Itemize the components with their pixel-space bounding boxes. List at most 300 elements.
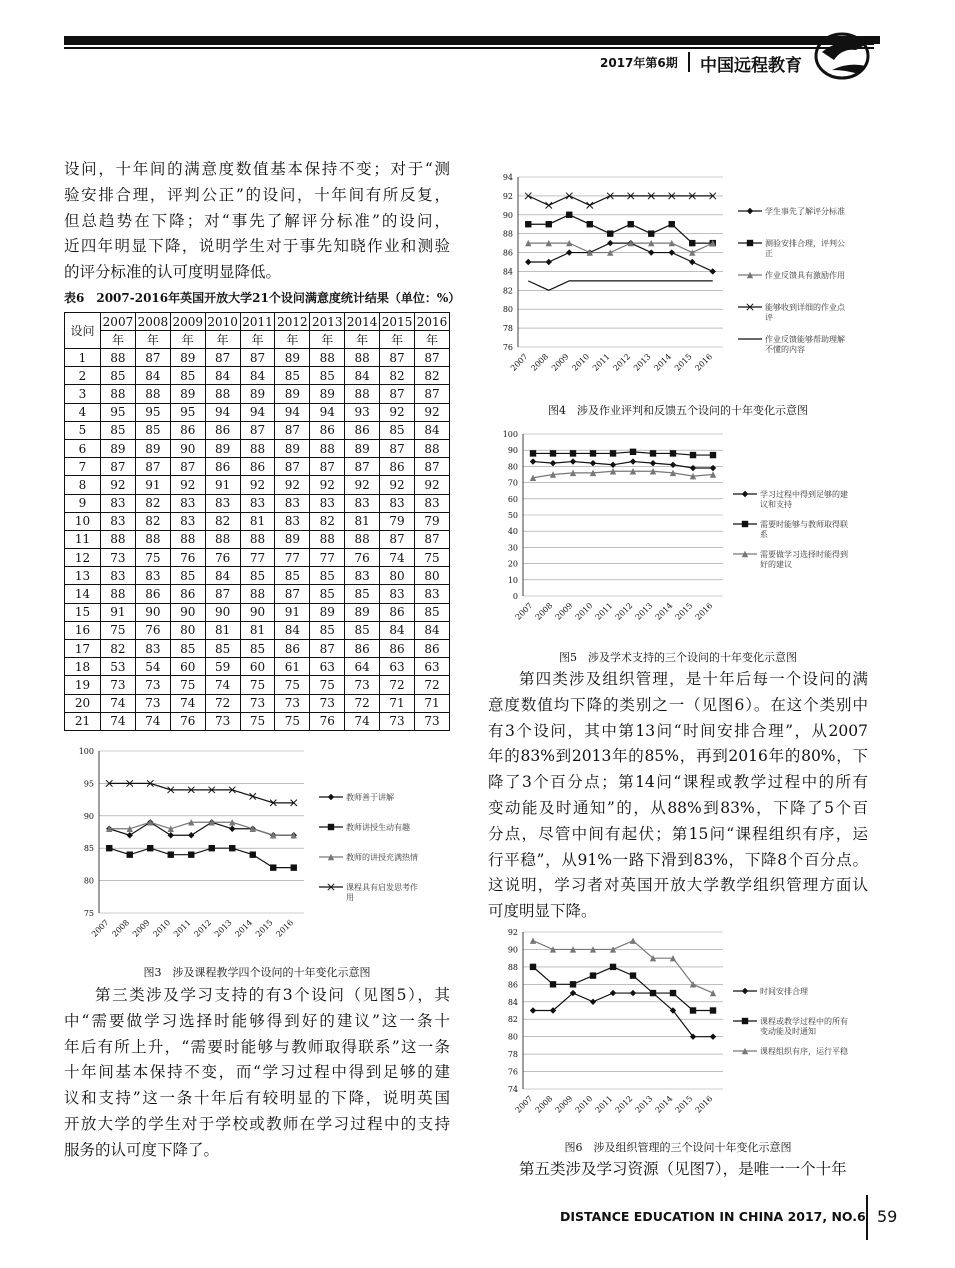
- table-row: [65, 621, 450, 639]
- y-tick-label: 78: [502, 324, 513, 334]
- value-cell: 73: [310, 694, 345, 712]
- data-point: [250, 851, 256, 857]
- text-line: 议和支持”这一条十年后有较明显的下降，说明英国: [64, 1089, 450, 1108]
- value-cell: 87: [240, 349, 275, 367]
- legend-label: [765, 206, 845, 216]
- y-tick-label: 88: [507, 962, 518, 972]
- value-cell: 94: [240, 403, 275, 421]
- data-point: [270, 864, 276, 870]
- value-cell: 59: [205, 658, 240, 676]
- value-cell: 88: [101, 349, 136, 367]
- text-line: 中“需要做学习选择时能够得到好的建议”这一条十: [64, 1011, 450, 1030]
- value-cell: 73: [101, 549, 136, 567]
- value-cell: 83: [170, 494, 205, 512]
- data-point: [648, 230, 654, 236]
- x-tick-label: 2007: [513, 601, 535, 622]
- value-cell: 73: [135, 694, 170, 712]
- text-line: 开放大学的学生对于学校或教师在学习过程中的支持: [64, 1114, 450, 1133]
- data-point: [570, 458, 576, 464]
- x-tick-label: 2014: [233, 918, 255, 939]
- journal-logo-icon: [812, 30, 882, 82]
- series-line: [528, 243, 713, 252]
- value-cell: 75: [240, 712, 275, 730]
- y-tick-label: 90: [83, 811, 94, 821]
- value-cell: 72: [205, 694, 240, 712]
- x-tick-label: 2016: [274, 918, 296, 939]
- value-cell: 84: [380, 621, 415, 639]
- value-cell: 74: [101, 712, 136, 730]
- y-tick-label: 82: [507, 1015, 518, 1025]
- x-tick-label: 2009: [549, 352, 571, 373]
- data-point: [530, 458, 536, 464]
- data-point: [628, 221, 634, 227]
- question-number-cell: 2: [65, 367, 101, 385]
- value-cell: 89: [101, 439, 136, 457]
- fig6-caption: 图6 涉及组织管理的三个设问十年变化示意图: [564, 1141, 792, 1154]
- value-cell: 77: [275, 549, 310, 567]
- value-cell: 89: [170, 349, 205, 367]
- question-number-cell: 17: [65, 640, 101, 658]
- legend-label-line: 用: [346, 893, 354, 902]
- y-tick-label: 0: [512, 592, 518, 601]
- value-cell: 93: [345, 403, 380, 421]
- x-tick-label: 2015: [673, 601, 695, 622]
- value-cell: 73: [135, 676, 170, 694]
- data-point: [566, 249, 572, 255]
- value-cell: 85: [170, 640, 205, 658]
- value-cell: 82: [415, 367, 450, 385]
- value-cell: 92: [345, 476, 380, 494]
- legend-label-line: 测验安排合理，评判公: [765, 239, 845, 248]
- value-cell: 88: [135, 385, 170, 403]
- value-cell: 92: [101, 476, 136, 494]
- value-cell: 74: [345, 712, 380, 730]
- value-cell: 86: [205, 421, 240, 439]
- value-cell: 87: [380, 439, 415, 457]
- value-cell: 95: [170, 403, 205, 421]
- data-point: [630, 458, 636, 464]
- value-cell: 84: [205, 367, 240, 385]
- text-line: 但总趋势在下降；对“事先了解评分标准”的设问，: [64, 211, 450, 230]
- x-tick-label: 2013: [212, 918, 234, 939]
- x-tick-label: 2016: [693, 352, 715, 373]
- value-cell: 74: [380, 549, 415, 567]
- value-cell: 94: [275, 403, 310, 421]
- header-rule: [64, 47, 874, 49]
- value-cell: 89: [310, 603, 345, 621]
- year-unit: 年: [135, 331, 170, 349]
- value-cell: 77: [240, 549, 275, 567]
- year-unit: 年: [275, 331, 310, 349]
- value-cell: 80: [170, 621, 205, 639]
- fig5-caption: 图5 涉及学术支持的三个设问的十年变化示意图: [559, 651, 797, 664]
- data-point: [670, 990, 676, 996]
- fig4-caption: 图4 涉及作业评判和反馈五个设问的十年变化示意图: [548, 404, 808, 417]
- value-cell: 81: [345, 512, 380, 530]
- value-cell: 81: [240, 512, 275, 530]
- value-cell: 84: [345, 367, 380, 385]
- satisfaction-table: [64, 312, 450, 731]
- value-cell: 85: [205, 640, 240, 658]
- value-cell: 87: [380, 530, 415, 548]
- value-cell: 88: [240, 439, 275, 457]
- legend-label: [760, 549, 848, 569]
- data-point: [590, 450, 596, 456]
- question-number-cell: 11: [65, 530, 101, 548]
- value-cell: 88: [135, 530, 170, 548]
- question-number-cell: 19: [65, 676, 101, 694]
- value-cell: 82: [101, 640, 136, 658]
- question-number-cell: 9: [65, 494, 101, 512]
- value-cell: 85: [135, 421, 170, 439]
- question-number-cell: 1: [65, 349, 101, 367]
- table-row: [65, 512, 450, 530]
- year-header: 2008: [135, 313, 170, 331]
- series-line: [533, 462, 713, 468]
- question-number-cell: 14: [65, 585, 101, 603]
- value-cell: 64: [345, 658, 380, 676]
- right-paragraph-2: 第五类涉及学习资源（见图7），是唯一一个十年: [519, 1160, 847, 1178]
- value-cell: 85: [380, 421, 415, 439]
- value-cell: 90: [170, 439, 205, 457]
- data-point: [550, 450, 556, 456]
- value-cell: 76: [170, 712, 205, 730]
- value-cell: 75: [135, 549, 170, 567]
- value-cell: 91: [135, 476, 170, 494]
- legend-label: [765, 270, 845, 280]
- value-cell: 87: [170, 458, 205, 476]
- data-point: [742, 521, 748, 527]
- table-row: [65, 476, 450, 494]
- value-cell: 86: [415, 640, 450, 658]
- value-cell: 81: [240, 621, 275, 639]
- data-point: [590, 460, 596, 466]
- data-point: [650, 990, 656, 996]
- table-row: [65, 530, 450, 548]
- value-cell: 88: [240, 530, 275, 548]
- value-cell: 87: [275, 585, 310, 603]
- year-unit: 年: [101, 331, 136, 349]
- legend-label-line: 教师的讲授充满热情: [346, 853, 418, 862]
- value-cell: 85: [310, 621, 345, 639]
- legend-label: [760, 519, 848, 539]
- value-cell: 87: [345, 458, 380, 476]
- value-cell: 76: [135, 621, 170, 639]
- y-tick-label: 78: [507, 1050, 518, 1060]
- value-cell: 87: [310, 458, 345, 476]
- legend-label-line: 系: [760, 530, 768, 539]
- data-point: [127, 832, 133, 838]
- value-cell: 83: [380, 585, 415, 603]
- table-row: [65, 603, 450, 621]
- y-tick-label: 88: [502, 229, 513, 239]
- value-cell: 90: [240, 603, 275, 621]
- text-line: 年的83%到2013年的85%，再到2016年的80%，下: [488, 747, 868, 766]
- table-row: [65, 349, 450, 367]
- data-point: [610, 964, 616, 970]
- data-point: [669, 221, 675, 227]
- data-point: [566, 212, 572, 218]
- value-cell: 75: [415, 549, 450, 567]
- y-tick-label: 76: [502, 343, 513, 352]
- text-line: 年后有所上升，“需要时能够与教师取得联系”这一条: [64, 1037, 450, 1056]
- series-line: [109, 783, 294, 802]
- value-cell: 88: [345, 385, 380, 403]
- y-tick-label: 10: [507, 575, 518, 585]
- legend-label: [760, 986, 808, 996]
- year-header: 2010: [205, 313, 240, 331]
- value-cell: 88: [240, 585, 275, 603]
- value-cell: 86: [380, 458, 415, 476]
- x-tick-label: 2016: [693, 1094, 715, 1115]
- y-tick-label: 90: [502, 210, 513, 220]
- year-unit: 年: [415, 331, 450, 349]
- text-line: 的评分标准的认可度明显降低。: [64, 263, 282, 282]
- value-cell: 88: [101, 385, 136, 403]
- data-point: [291, 864, 297, 870]
- legend-label: [346, 792, 394, 802]
- value-cell: 92: [415, 403, 450, 421]
- legend-label: [760, 489, 848, 509]
- data-point: [168, 832, 174, 838]
- y-tick-label: 20: [507, 559, 518, 569]
- legend-label-line: 课程或教学过程中的所有: [760, 1017, 848, 1026]
- value-cell: 85: [275, 567, 310, 585]
- year-header: 2011: [240, 313, 275, 331]
- value-cell: 74: [135, 712, 170, 730]
- table-caption: 表6 2007-2016年英国开放大学21个设问满意度统计结果（单位：%）: [64, 291, 461, 305]
- value-cell: 92: [170, 476, 205, 494]
- data-point: [250, 793, 256, 799]
- y-tick-label: 86: [502, 248, 513, 258]
- data-point: [530, 964, 536, 970]
- value-cell: 92: [380, 476, 415, 494]
- y-tick-label: 60: [507, 494, 518, 504]
- value-cell: 89: [170, 385, 205, 403]
- value-cell: 87: [275, 458, 310, 476]
- x-tick-label: 2009: [553, 1094, 575, 1115]
- value-cell: 87: [415, 349, 450, 367]
- series-line: [528, 196, 713, 205]
- value-cell: 60: [170, 658, 205, 676]
- value-cell: 83: [345, 567, 380, 585]
- value-cell: 72: [380, 676, 415, 694]
- y-tick-label: 90: [507, 446, 518, 456]
- data-point: [570, 981, 576, 987]
- legend-label: [765, 334, 845, 354]
- value-cell: 92: [415, 476, 450, 494]
- value-cell: 92: [380, 403, 415, 421]
- data-point: [742, 491, 748, 497]
- value-cell: 86: [205, 458, 240, 476]
- value-cell: 92: [275, 476, 310, 494]
- table-row: [65, 385, 450, 403]
- legend-label: [346, 852, 418, 862]
- legend-label-line: 议和支持: [760, 500, 792, 509]
- data-point: [630, 972, 636, 978]
- year-unit: 年: [205, 331, 240, 349]
- value-cell: 75: [101, 621, 136, 639]
- data-point: [530, 1007, 536, 1013]
- table-corner: 设问: [65, 313, 101, 349]
- value-cell: 85: [240, 567, 275, 585]
- text-line: 降了3个百分点；第14问“课程或教学过程中的所有: [488, 773, 868, 792]
- value-cell: 89: [240, 385, 275, 403]
- value-cell: 83: [205, 494, 240, 512]
- value-cell: 76: [310, 712, 345, 730]
- value-cell: 95: [135, 403, 170, 421]
- value-cell: 88: [415, 439, 450, 457]
- legend-label: [765, 302, 846, 322]
- table-row: [65, 494, 450, 512]
- value-cell: 89: [135, 439, 170, 457]
- data-point: [106, 845, 112, 851]
- x-tick-label: 2014: [652, 352, 674, 373]
- x-tick-label: 2011: [171, 918, 193, 939]
- question-number-cell: 5: [65, 421, 101, 439]
- value-cell: 76: [170, 549, 205, 567]
- value-cell: 85: [170, 367, 205, 385]
- data-point: [710, 452, 716, 458]
- data-point: [610, 990, 616, 996]
- y-tick-label: 100: [502, 430, 518, 439]
- data-point: [530, 450, 536, 456]
- value-cell: 85: [101, 421, 136, 439]
- value-cell: 83: [135, 640, 170, 658]
- value-cell: 89: [275, 385, 310, 403]
- series-line: [533, 471, 713, 477]
- issue-label: 2017年第6期: [600, 56, 678, 70]
- value-cell: 85: [101, 367, 136, 385]
- value-cell: 75: [170, 676, 205, 694]
- data-point: [630, 938, 636, 944]
- value-cell: 87: [275, 421, 310, 439]
- y-tick-label: 92: [507, 928, 518, 937]
- value-cell: 88: [345, 349, 380, 367]
- question-number-cell: 10: [65, 512, 101, 530]
- header-separator: [688, 52, 690, 72]
- text-line: 服务的认可度下降了。: [64, 1140, 220, 1159]
- data-point: [610, 462, 616, 468]
- value-cell: 89: [310, 385, 345, 403]
- table-row: [65, 676, 450, 694]
- data-point: [630, 990, 636, 996]
- x-tick-label: 2010: [573, 601, 595, 622]
- question-number-cell: 12: [65, 549, 101, 567]
- data-point: [229, 845, 235, 851]
- value-cell: 87: [415, 530, 450, 548]
- table-header-row: [65, 331, 450, 349]
- value-cell: 74: [205, 676, 240, 694]
- data-point: [546, 221, 552, 227]
- value-cell: 86: [170, 421, 205, 439]
- data-point: [570, 450, 576, 456]
- y-tick-label: 100: [78, 747, 94, 756]
- value-cell: 61: [275, 658, 310, 676]
- value-cell: 87: [380, 349, 415, 367]
- value-cell: 91: [205, 476, 240, 494]
- footer-separator: [866, 1195, 868, 1240]
- legend-label-line: 课程组织有序，运行平稳: [760, 1047, 848, 1056]
- value-cell: 87: [380, 385, 415, 403]
- x-tick-label: 2012: [611, 352, 633, 373]
- data-point: [747, 240, 753, 246]
- data-point: [587, 221, 593, 227]
- value-cell: 86: [380, 603, 415, 621]
- fig3-caption: 图3 涉及课程教学四个设问的十年变化示意图: [143, 966, 371, 979]
- value-cell: 85: [310, 567, 345, 585]
- value-cell: 60: [240, 658, 275, 676]
- value-cell: 88: [310, 349, 345, 367]
- y-tick-label: 75: [83, 909, 94, 918]
- text-line: 可度明显下降。: [488, 902, 597, 921]
- year-unit: 年: [380, 331, 415, 349]
- series-line: [528, 281, 713, 290]
- x-tick-label: 2008: [533, 1094, 555, 1115]
- x-tick-label: 2009: [130, 918, 152, 939]
- legend-label-line: 需要时能够与教师取得联: [760, 520, 848, 529]
- text-line: 设问，十年间的满意度数值基本保持不变；对于“测: [64, 160, 450, 178]
- value-cell: 88: [205, 385, 240, 403]
- fig5-chart: [488, 425, 868, 640]
- y-tick-label: 85: [83, 844, 94, 854]
- x-tick-label: 2015: [253, 918, 275, 939]
- data-point: [689, 240, 695, 246]
- value-cell: 73: [380, 712, 415, 730]
- year-header: 2014: [345, 313, 380, 331]
- question-number-cell: 21: [65, 712, 101, 730]
- value-cell: 83: [275, 494, 310, 512]
- value-cell: 73: [275, 694, 310, 712]
- value-cell: 85: [345, 585, 380, 603]
- value-cell: 89: [275, 439, 310, 457]
- table-row: [65, 712, 450, 730]
- table-body: [65, 349, 450, 731]
- value-cell: 83: [240, 494, 275, 512]
- value-cell: 81: [205, 621, 240, 639]
- legend-label-line: 好的建议: [760, 560, 792, 569]
- y-tick-label: 74: [507, 1085, 518, 1094]
- value-cell: 88: [345, 530, 380, 548]
- x-tick-label: 2008: [533, 601, 555, 622]
- text-line: 有3个设问，其中第13问“时间安排合理”，从2007: [488, 721, 868, 740]
- x-tick-label: 2011: [593, 601, 615, 622]
- data-point: [525, 221, 531, 227]
- year-header: 2007: [101, 313, 136, 331]
- legend-label: [760, 1046, 849, 1057]
- legend-label-line: 学生事先了解评分标准: [765, 207, 845, 216]
- data-point: [550, 460, 556, 466]
- value-cell: 80: [380, 567, 415, 585]
- year-unit: 年: [170, 331, 205, 349]
- left-paragraph-2: [64, 983, 450, 1164]
- data-point: [525, 259, 531, 265]
- y-tick-label: 86: [507, 980, 518, 990]
- data-point: [168, 851, 174, 857]
- legend-label-line: 能够收到详细的作业点: [765, 303, 845, 312]
- value-cell: 84: [275, 621, 310, 639]
- value-cell: 87: [310, 640, 345, 658]
- value-cell: 87: [205, 585, 240, 603]
- left-paragraph-1: [64, 157, 450, 286]
- legend-label: [346, 822, 410, 832]
- data-point: [690, 452, 696, 458]
- legend-label-line: 变动能及时通知: [760, 1027, 816, 1036]
- value-cell: 83: [415, 494, 450, 512]
- value-cell: 74: [170, 694, 205, 712]
- table-header-row: [65, 313, 450, 331]
- value-cell: 83: [310, 494, 345, 512]
